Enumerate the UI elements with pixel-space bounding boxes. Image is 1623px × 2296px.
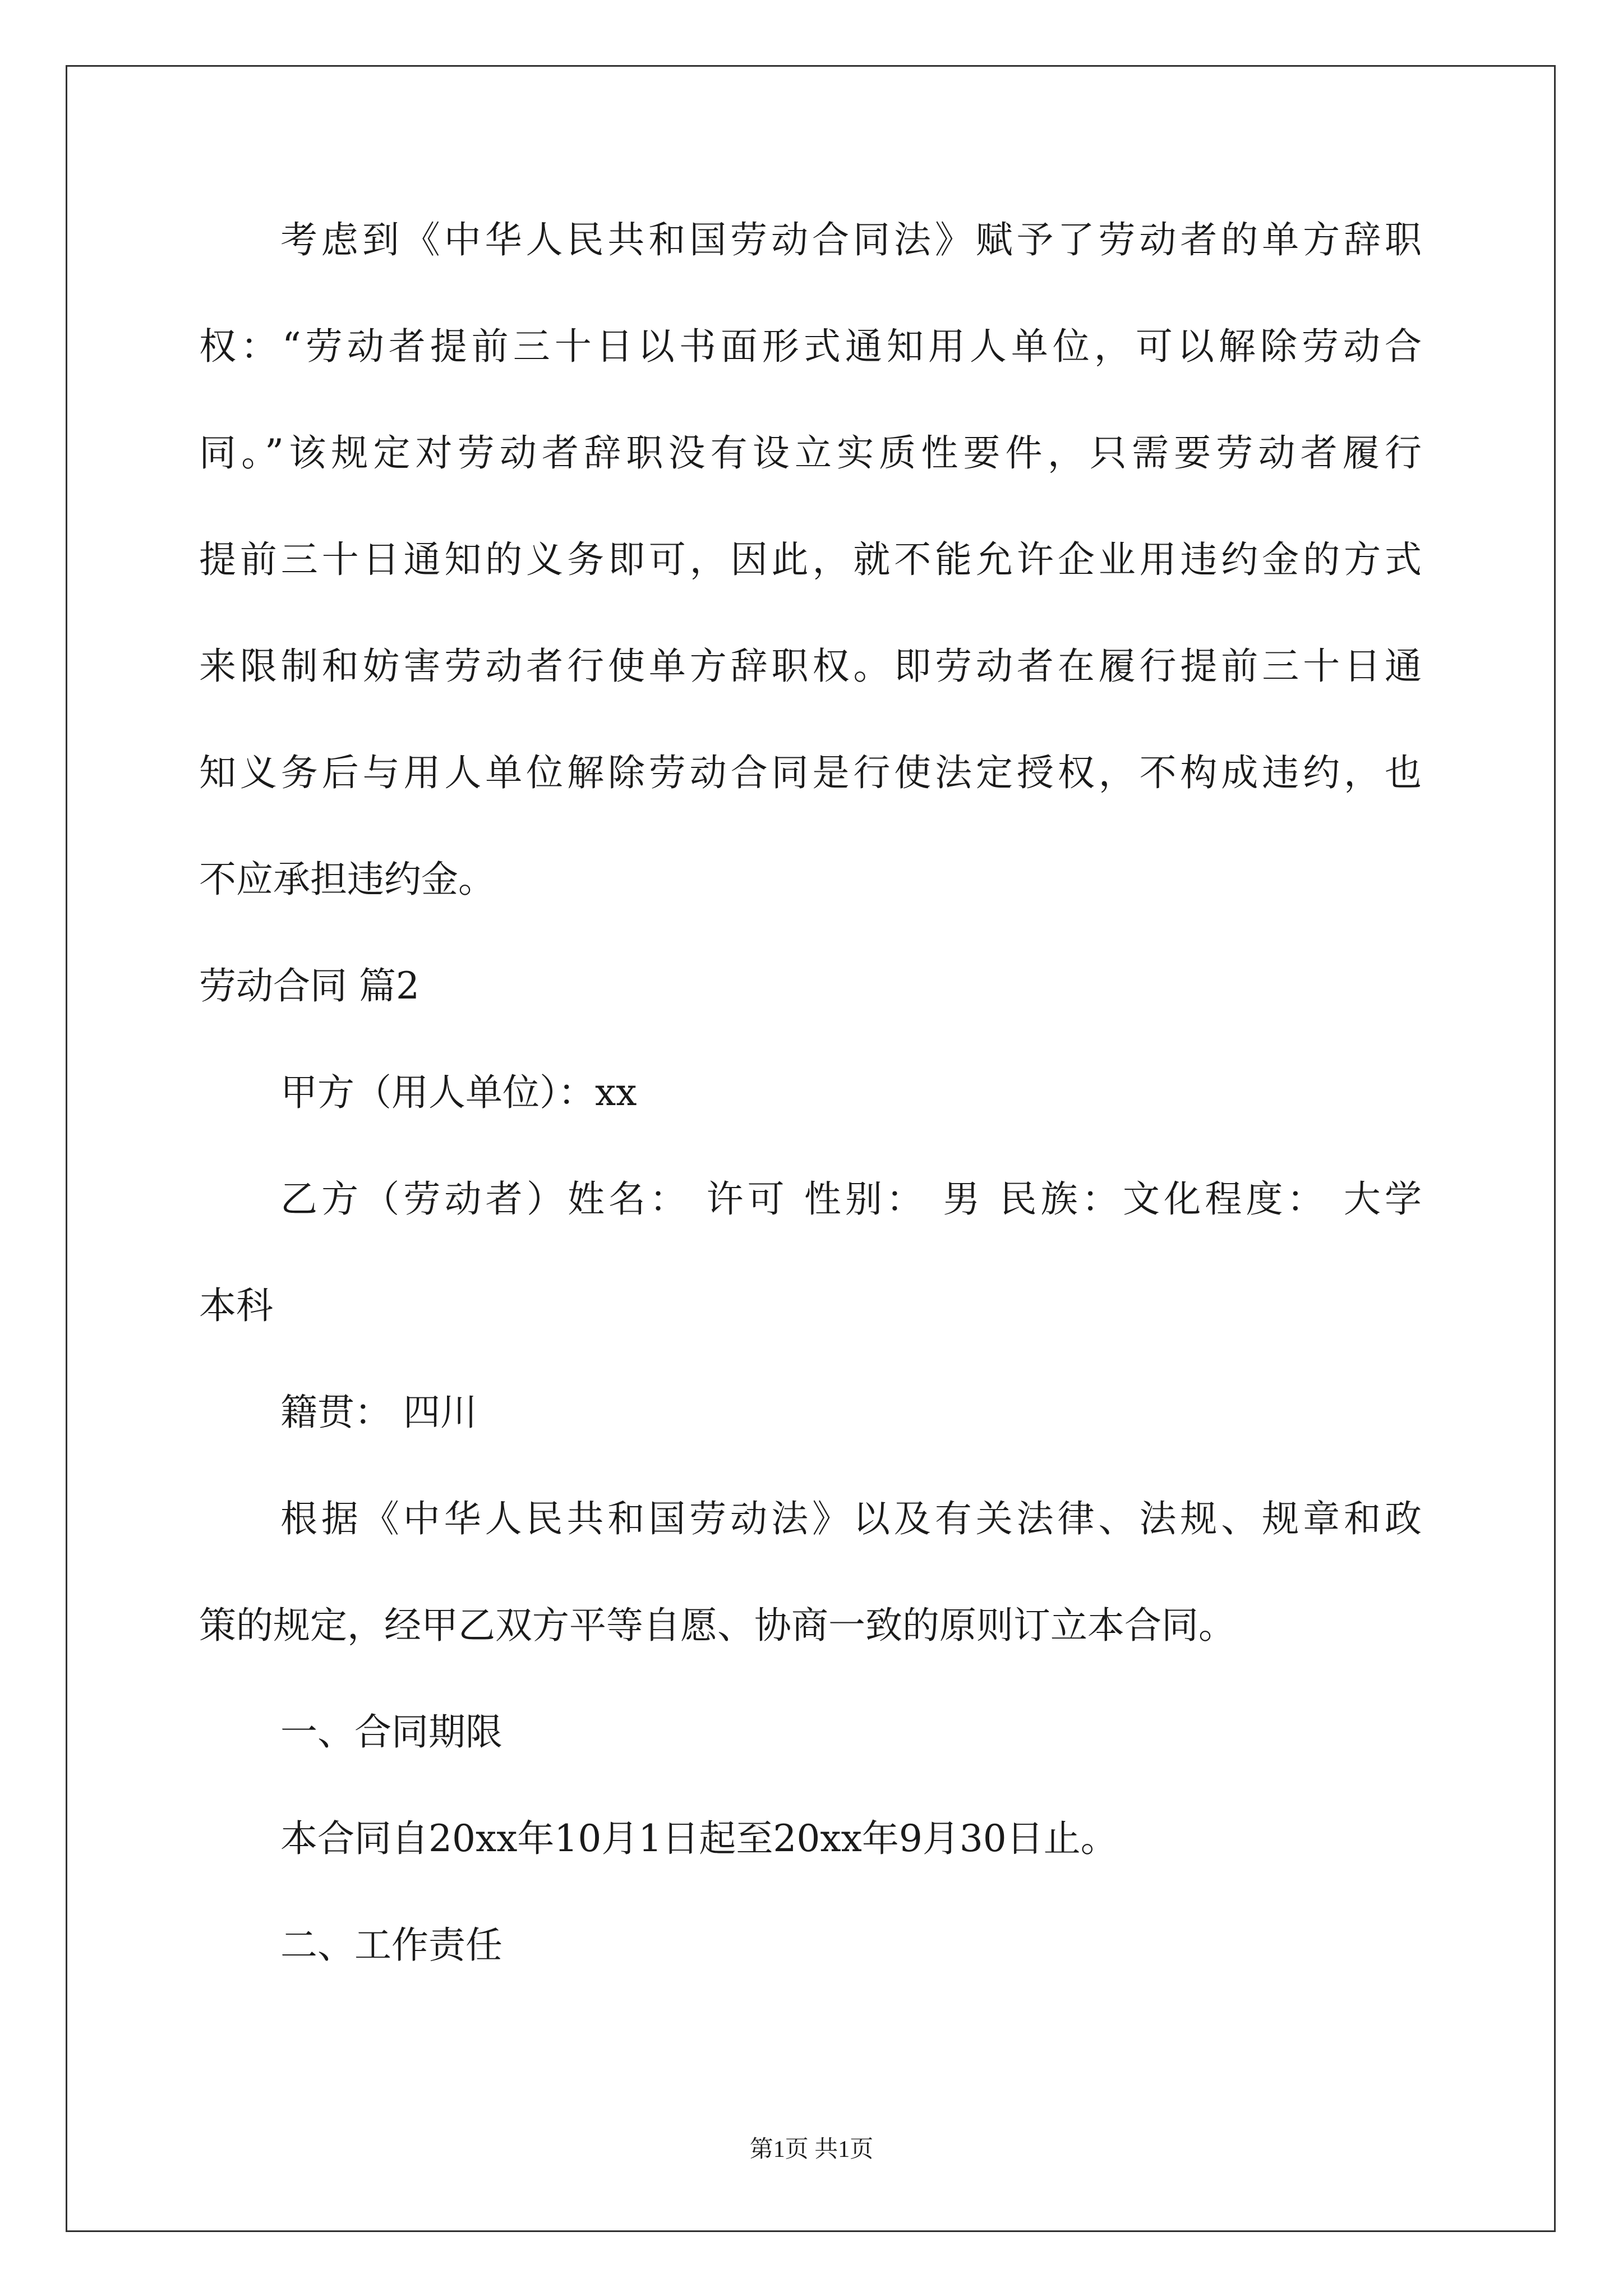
paragraph-line: 权：“劳动者提前三十日以书面形式通知用人单位，可以解除劳动合 [199, 325, 1422, 368]
clause-heading: 一、合同期限 [280, 1710, 502, 1754]
party-b-line: 乙方（劳动者）姓名： 许可 性别： 男 民族：文化程度： 大学 [280, 1177, 1422, 1221]
paragraph-line: 同。”该规定对劳动者辞职没有设立实质性要件，只需要劳动者履行 [199, 431, 1422, 475]
paragraph-line: 知义务后与用人单位解除劳动合同是行使法定授权，不构成违约，也 [199, 751, 1422, 794]
hometown-line: 籍贯： 四川 [280, 1391, 477, 1434]
page-footer: 第1页 共1页 [749, 2137, 874, 2162]
paragraph-line: 提前三十日通知的义务即可，因此，就不能允许企业用违约金的方式 [199, 538, 1422, 581]
party-a-line: 甲方（用人单位）：xx [280, 1071, 637, 1114]
paragraph-line: 考虑到《中华人民共和国劳动合同法》赋予了劳动者的单方辞职 [280, 218, 1422, 261]
paragraph-line: 策的规定，经甲乙双方平等自愿、协商一致的原则订立本合同。 [199, 1604, 1235, 1647]
paragraph-line: 来限制和妨害劳动者行使单方辞职权。即劳动者在履行提前三十日通 [199, 645, 1422, 688]
section-heading: 劳动合同 篇2 [199, 964, 419, 1007]
party-b-line-cont: 本科 [199, 1284, 273, 1327]
page-border [66, 65, 1556, 2232]
clause-heading: 二、工作责任 [280, 1924, 502, 1967]
paragraph-line: 本合同自20xx年10月1日起至20xx年9月30日止。 [280, 1817, 1118, 1860]
paragraph-line: 不应承担违约金。 [199, 858, 495, 901]
paragraph-line: 根据《中华人民共和国劳动法》以及有关法律、法规、规章和政 [280, 1497, 1422, 1540]
